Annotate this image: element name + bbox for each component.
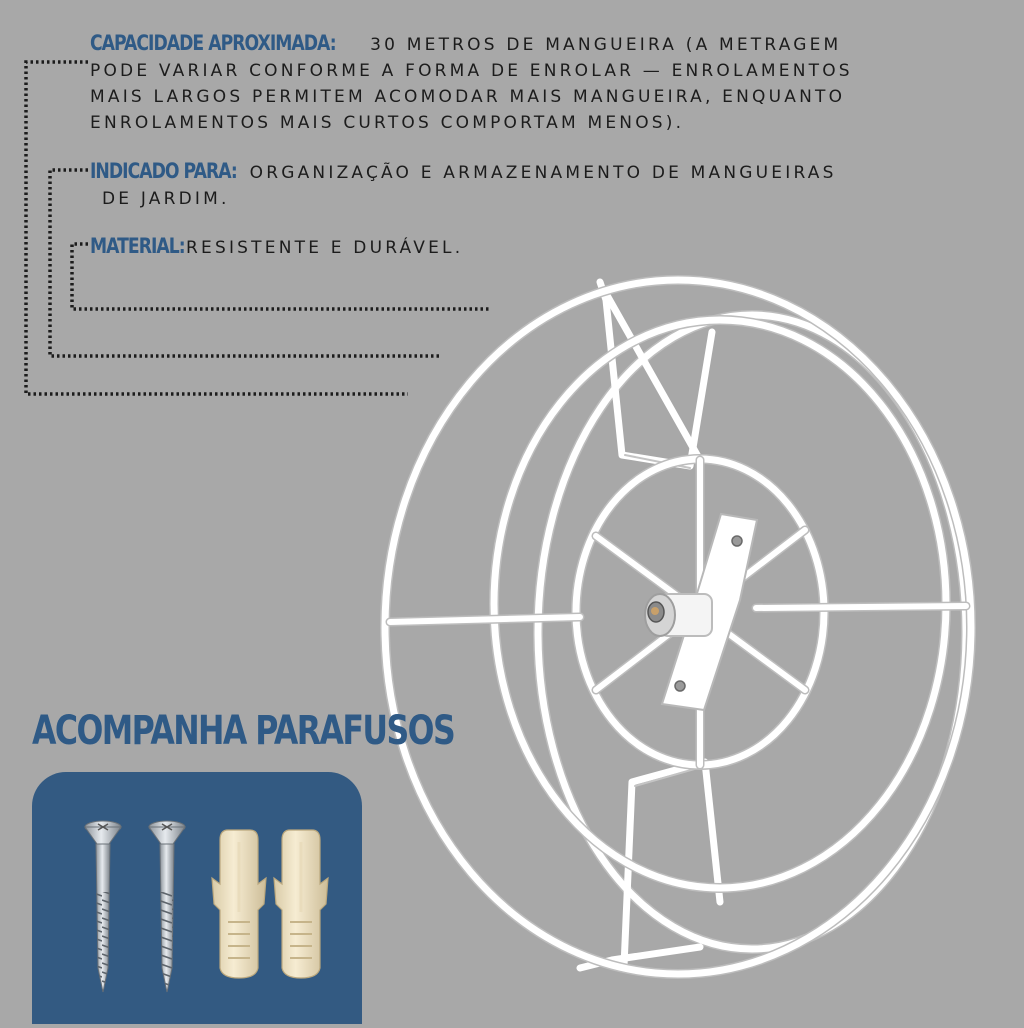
capacity-text: 30 METROS DE MANGUEIRA (A METRAGEM PODE VARIAR CONFORME A FORMA DE ENROLAR — ENROLAMENTOS MAIS LARGOS PERMITEM ACOMODAR MAIS MANGUEIRA, ENQUANTO ENROLAMENTOS MAIS CURTOS COMPORTAM MENOS). — [90, 35, 853, 133]
indicated-text: ORGANIZAÇÃO E ARMAZENAMENTO DE MANGUEIRAS — [249, 163, 837, 183]
wall-plug-icon — [212, 830, 266, 978]
indicated-label: INDICADO PARA: — [90, 159, 237, 183]
material-text: RESISTENTE E DURÁVEL. — [186, 238, 464, 258]
wall-plug-icon — [274, 830, 328, 978]
screw-icon — [85, 821, 121, 992]
material-spec — [90, 233, 590, 261]
accessories-illustration — [32, 772, 362, 1024]
capacity-label: CAPACIDADE APROXIMADA: — [90, 31, 336, 55]
capacity-spec — [90, 30, 870, 136]
plate-hole-top — [732, 536, 742, 546]
reel-axle-hub — [645, 594, 712, 636]
accessories-panel — [32, 772, 362, 1024]
accessories-title: ACOMPANHA PARAFUSOS — [32, 708, 455, 754]
hose-reel-icon — [370, 260, 990, 980]
screw-icon — [149, 821, 185, 992]
plate-hole-bottom — [675, 681, 685, 691]
material-label: MATERIAL: — [90, 234, 185, 258]
indicated-text-cont: DE JARDIM. — [102, 189, 230, 209]
indicated-spec — [90, 158, 850, 212]
